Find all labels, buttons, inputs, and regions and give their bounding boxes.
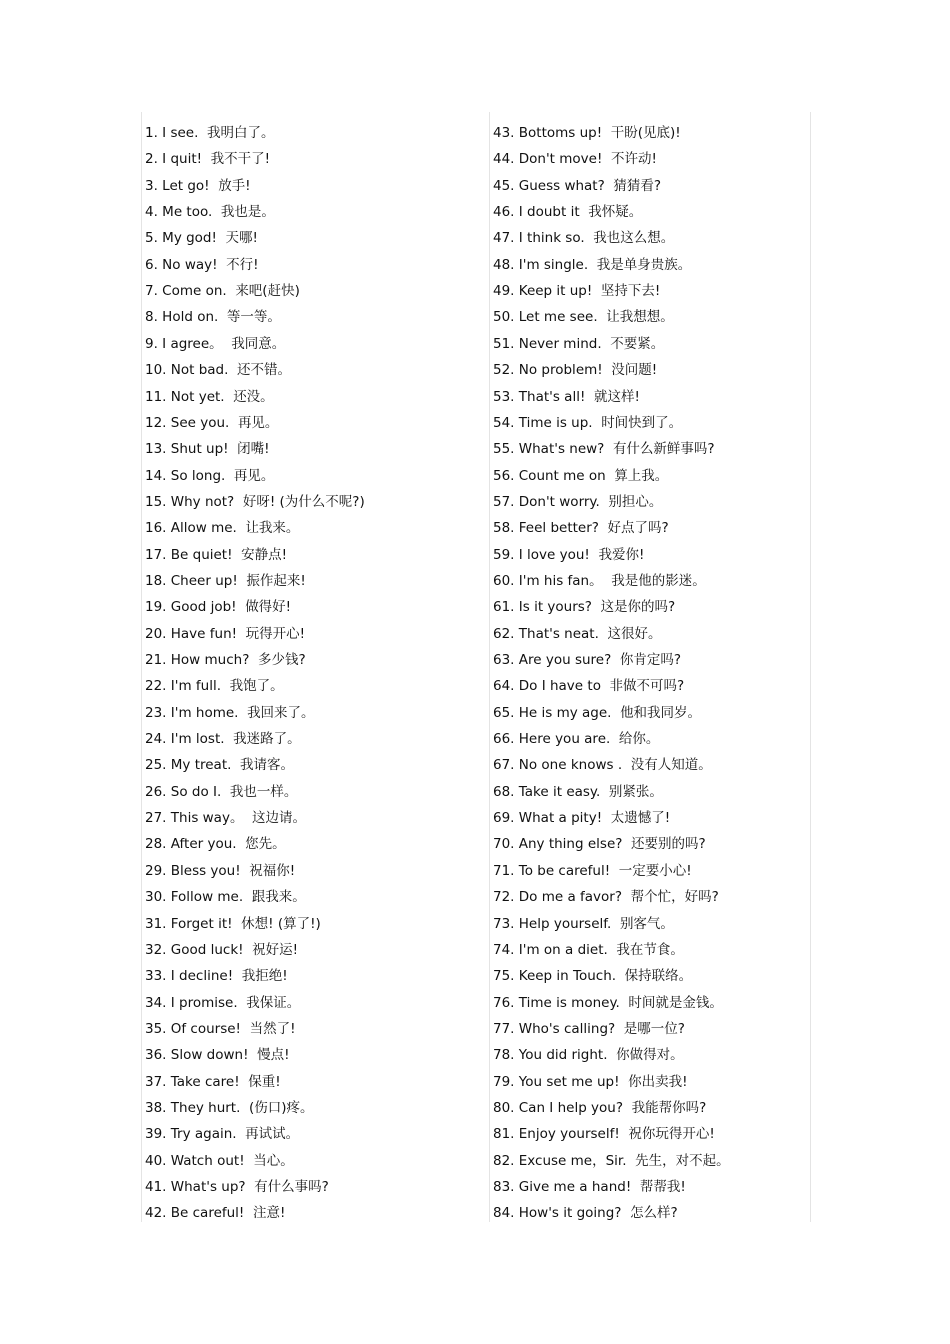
phrase-english: 4. Me too. [145, 204, 213, 221]
phrase-english: 42. Be careful! [145, 1205, 245, 1222]
phrase-english: 70. Any thing else? [493, 836, 623, 853]
phrase-english: 79. You set me up! [493, 1073, 620, 1090]
phrase-chinese: 做得好! [245, 599, 292, 616]
phrase-chinese: 干盼(见底)! [610, 125, 681, 141]
phrase-chinese: 没问题! [611, 362, 658, 379]
phrase-english: 8. Hold on. [145, 309, 219, 326]
phrase-english: 28. After you. [145, 836, 237, 853]
phrase-row [493, 781, 663, 803]
phrase-english: 60. I'm his fan。 [493, 572, 603, 589]
phrase-chinese: (伤口)疼。 [249, 1099, 314, 1116]
phrase-chinese: 不行! [226, 256, 259, 273]
phrase-chinese: 你肯定吗? [619, 652, 682, 668]
phrase-chinese: 坚持下去! [600, 283, 661, 300]
phrase-row [145, 1123, 299, 1145]
phrase-row [493, 465, 668, 487]
phrase-chinese: 保持联络。 [624, 968, 693, 985]
phrase-row [493, 1123, 715, 1145]
phrase-english: 63. Are you sure? [493, 652, 612, 668]
phrase-chinese: 再试试。 [245, 1126, 300, 1143]
phrase-row [493, 596, 675, 618]
phrase-chinese: 一定要小心! [618, 862, 692, 879]
phrase-row [145, 860, 295, 882]
phrase-row [493, 306, 674, 328]
phrase-english: 82. Excuse me，Sir. [493, 1152, 627, 1169]
phrase-english: 21. How much? [145, 652, 250, 668]
phrase-chinese: 好呀! (为什么不呢?) [242, 493, 365, 510]
phrase-english: 81. Enjoy yourself! [493, 1126, 620, 1143]
phrase-chinese: 这边请。 [252, 810, 307, 827]
phrase-chinese: 没有人知道。 [630, 757, 712, 774]
phrase-row [493, 517, 669, 539]
phrase-english: 76. Time is money. [493, 994, 620, 1011]
phrase-english: 52. No problem! [493, 362, 603, 379]
phrase-row [145, 675, 284, 697]
phrase-english: 61. Is it yours? [493, 599, 592, 616]
phrase-chinese: 跟我来。 [251, 889, 306, 906]
phrase-chinese: 来吧(赶快) [235, 283, 300, 300]
phrase-chinese: 时间快到了。 [601, 414, 683, 431]
phrase-english: 40. Watch out! [145, 1152, 245, 1169]
phrase-english: 58. Feel better? [493, 520, 599, 537]
phrase-english: 56. Count me on [493, 467, 606, 484]
phrase-chinese: 别客气。 [619, 915, 674, 932]
phrase-row [493, 939, 684, 961]
phrase-english: 25. My treat. [145, 757, 232, 774]
phrase-chinese: 让我想想。 [606, 309, 674, 326]
phrase-english: 11. Not yet. [145, 388, 225, 405]
phrase-chinese: 我是他的影迷。 [611, 572, 706, 589]
phrase-english: 36. Slow down! [145, 1047, 249, 1064]
phrase-english: 29. Bless you! [145, 862, 241, 879]
phrase-row [145, 649, 306, 671]
phrase-chinese: 有什么新鲜事吗? [612, 441, 715, 458]
phrase-chinese: 还没。 [233, 388, 274, 405]
phrase-chinese: 他和我同岁。 [620, 704, 702, 721]
phrase-english: 16. Allow me. [145, 520, 237, 537]
phrase-row [493, 1150, 730, 1172]
phrase-chinese: 帮个忙，好吗? [630, 889, 719, 906]
phrase-english: 72. Do me a favor? [493, 889, 623, 906]
phrase-row [145, 1176, 329, 1198]
phrase-row [493, 913, 674, 935]
phrase-row [493, 280, 660, 302]
phrase-chinese: 我爱你! [598, 546, 645, 563]
phrase-row [493, 1044, 684, 1066]
phrase-chinese: 祝你玩得开心! [628, 1126, 715, 1143]
phrase-chinese: 这是你的吗? [600, 599, 676, 616]
phrase-row [145, 965, 288, 987]
phrase-chinese: 是哪一位? [623, 1020, 685, 1037]
phrase-english: 22. I'm full. [145, 678, 221, 695]
phrase-english: 55. What's new? [493, 441, 605, 458]
phrase-row [493, 1071, 688, 1093]
phrase-english: 74. I'm on a diet. [493, 941, 608, 958]
phrase-english: 49. Keep it up! [493, 283, 593, 300]
phrase-english: 47. I think so. [493, 230, 585, 247]
phrase-english: 65. He is my age. [493, 704, 612, 721]
phrase-english: 2. I quit! [145, 151, 203, 168]
phrase-chinese: 还要别的吗? [631, 836, 706, 853]
phrase-english: 41. What's up? [145, 1179, 246, 1195]
phrase-row [493, 1202, 678, 1224]
phrase-english: 15. Why not? [145, 493, 235, 510]
phrase-chinese: 振作起来! [246, 572, 306, 589]
phrase-chinese: 帮帮我! [639, 1179, 686, 1195]
phrase-chinese: 给你。 [618, 731, 660, 748]
phrase-english: 32. Good luck! [145, 941, 244, 958]
phrase-english: 30. Follow me. [145, 889, 244, 906]
phrase-row [145, 728, 301, 750]
phrase-chinese: 我也是。 [220, 204, 275, 221]
phrase-row [493, 359, 657, 381]
phrase-row [493, 1176, 686, 1198]
phrase-chinese: 非做不可吗? [609, 678, 685, 695]
phrase-chinese: 当然了! [249, 1020, 296, 1037]
phrase-english: 48. I'm single. [493, 256, 589, 273]
phrase-english: 3. Let go! [145, 177, 210, 194]
phrase-english: 51. Never mind. [493, 335, 602, 352]
phrase-row [493, 544, 644, 566]
phrase-row [145, 570, 306, 592]
phrase-chinese: 怎么样? [630, 1205, 678, 1222]
phrase-english: 84. How's it going? [493, 1205, 622, 1222]
phrase-row [493, 728, 659, 750]
phrase-english: 31. Forget it! [145, 915, 233, 932]
phrase-chinese: 时间就是金钱。 [628, 994, 723, 1011]
phrase-row [493, 148, 657, 170]
phrase-row [145, 1018, 296, 1040]
phrase-row [493, 807, 670, 829]
phrase-row [493, 833, 706, 855]
phrase-row [145, 122, 274, 144]
phrase-chinese: 不许动! [610, 151, 657, 168]
phrase-chinese: 我是单身贵族。 [596, 256, 692, 273]
phrase-row [493, 122, 681, 144]
phrase-english: 43. Bottoms up! [493, 125, 603, 141]
phrase-row [145, 913, 321, 935]
phrase-row [493, 227, 674, 249]
phrase-row [493, 1018, 685, 1040]
phrase-chinese: 先生，对不起。 [635, 1152, 730, 1169]
phrase-chinese: 别担心。 [608, 493, 663, 510]
phrase-chinese: 天哪! [225, 230, 258, 247]
phrase-chinese: 我迷路了。 [233, 731, 301, 748]
phrase-chinese: 我也一样。 [229, 783, 298, 800]
phrase-chinese: 安静点! [241, 546, 288, 563]
phrase-english: 33. I decline! [145, 968, 234, 985]
phrase-english: 13. Shut up! [145, 441, 229, 458]
phrase-row [145, 517, 299, 539]
phrase-row [493, 623, 661, 645]
phrase-row [493, 992, 723, 1014]
phrase-chinese: 猜猜看? [613, 177, 662, 194]
phrase-english: 69. What a pity! [493, 810, 603, 827]
phrase-chinese: 等一等。 [226, 309, 281, 326]
phrase-english: 5. My god! [145, 230, 217, 247]
phrase-row [145, 833, 286, 855]
phrase-row [145, 1150, 294, 1172]
phrase-chinese: 算上我。 [614, 467, 669, 484]
phrase-row [493, 754, 712, 776]
phrase-chinese: 保重! [248, 1073, 281, 1090]
phrase-chinese: 我同意。 [231, 335, 286, 352]
phrase-column-left [141, 112, 488, 1222]
phrase-row [145, 939, 298, 961]
phrase-chinese: 我也这么想。 [593, 230, 675, 247]
phrase-row [145, 544, 287, 566]
phrase-row [145, 754, 294, 776]
phrase-english: 7. Come on. [145, 283, 227, 300]
phrase-row [493, 702, 701, 724]
phrase-english: 23. I'm home. [145, 704, 239, 721]
phrase-chinese: 太遗憾了! [610, 810, 671, 827]
phrase-english: 26. So do I. [145, 783, 222, 800]
phrase-english: 12. See you. [145, 414, 230, 431]
phrase-row [145, 491, 365, 513]
phrase-row [145, 280, 300, 302]
phrase-english: 34. I promise. [145, 994, 238, 1011]
phrase-row [145, 596, 291, 618]
phrase-english: 57. Don't worry. [493, 493, 600, 510]
phrase-chinese: 让我来。 [245, 520, 300, 537]
phrase-chinese: 你出卖我! [628, 1073, 688, 1090]
phrase-row [493, 438, 715, 460]
phrase-row [493, 175, 661, 197]
phrase-english: 44. Don't move! [493, 151, 603, 168]
phrase-chinese: 玩得开心! [245, 625, 306, 642]
phrase-english: 83. Give me a hand! [493, 1179, 632, 1195]
phrase-english: 64. Do I have to [493, 678, 601, 695]
phrase-row [145, 992, 300, 1014]
phrase-chinese: 再见。 [237, 414, 279, 431]
phrase-chinese: 休想! (算了!) [241, 915, 321, 932]
phrase-chinese: 我在节食。 [616, 941, 684, 958]
phrase-chinese: 就这样! [593, 388, 640, 405]
phrase-row [145, 412, 278, 434]
phrase-row [145, 333, 285, 355]
phrase-row [145, 254, 259, 276]
phrase-english: 53. That's all! [493, 388, 586, 405]
phrase-row [145, 438, 270, 460]
phrase-chinese: 当心。 [253, 1152, 294, 1169]
phrase-english: 10. Not bad. [145, 362, 229, 379]
phrase-english: 68. Take it easy. [493, 783, 601, 800]
phrase-english: 73. Help yourself. [493, 915, 612, 932]
phrase-row [145, 175, 251, 197]
phrase-english: 78. You did right. [493, 1047, 608, 1064]
phrase-chinese: 您先。 [245, 836, 286, 853]
phrase-row [493, 1097, 706, 1119]
phrase-chinese: 放手! [218, 177, 251, 194]
phrase-english: 54. Time is up. [493, 414, 593, 431]
phrase-chinese: 别紧张。 [608, 783, 663, 800]
phrase-chinese: 我怀疑。 [588, 204, 643, 221]
phrase-english: 17. Be quiet! [145, 546, 233, 563]
phrase-row [145, 465, 274, 487]
phrase-chinese: 我拒绝! [241, 968, 288, 985]
phrase-english: 66. Here you are. [493, 731, 611, 748]
phrase-english: 37. Take care! [145, 1073, 240, 1090]
phrase-row [145, 781, 297, 803]
phrase-chinese: 多少钱? [257, 652, 306, 668]
phrase-chinese: 我明白了。 [206, 125, 275, 141]
phrase-row [145, 623, 305, 645]
phrase-chinese: 这很好。 [607, 625, 662, 642]
phrase-english: 62. That's neat. [493, 625, 599, 642]
phrase-chinese: 再见。 [233, 467, 275, 484]
phrase-row [145, 1071, 281, 1093]
phrase-english: 71. To be careful! [493, 862, 611, 879]
phrase-chinese: 闭嘴! [237, 441, 270, 458]
phrase-row [145, 1202, 285, 1224]
phrase-row [145, 306, 281, 328]
phrase-chinese: 还不错。 [237, 362, 291, 379]
phrase-row [493, 412, 682, 434]
phrase-row [493, 649, 681, 671]
phrase-chinese: 我回来了。 [247, 704, 315, 721]
phrase-chinese: 有什么事吗? [254, 1179, 329, 1195]
phrase-english: 35. Of course! [145, 1020, 241, 1037]
phrase-chinese: 我能帮你吗? [631, 1099, 707, 1116]
phrase-row [145, 886, 306, 908]
phrase-chinese: 我请客。 [240, 757, 294, 774]
phrase-row [145, 227, 258, 249]
phrase-english: 77. Who's calling? [493, 1020, 616, 1037]
phrase-english: 24. I'm lost. [145, 731, 225, 748]
phrase-english: 14. So long. [145, 467, 226, 484]
phrase-row [493, 570, 706, 592]
phrase-english: 75. Keep in Touch. [493, 968, 617, 985]
phrase-row [493, 254, 691, 276]
phrase-english: 20. Have fun! [145, 625, 238, 642]
phrase-row [145, 807, 306, 829]
phrase-row [145, 1044, 290, 1066]
phrase-row [145, 702, 315, 724]
phrase-english: 27. This way。 [145, 810, 244, 827]
phrase-row [145, 359, 291, 381]
phrase-chinese: 我不干了! [210, 151, 271, 168]
phrase-english: 19. Good job! [145, 599, 237, 616]
phrase-english: 59. I love you! [493, 546, 590, 563]
phrase-english: 9. I agree。 [145, 335, 223, 352]
phrase-row [493, 886, 719, 908]
phrase-row [493, 386, 640, 408]
phrase-english: 38. They hurt. [145, 1099, 241, 1116]
phrase-chinese: 不要紧。 [610, 335, 665, 352]
phrase-row [493, 965, 692, 987]
phrase-chinese: 你做得对。 [616, 1047, 684, 1064]
phrase-english: 1. I see. [145, 125, 199, 141]
phrase-chinese: 我保证。 [246, 994, 301, 1011]
phrase-english: 18. Cheer up! [145, 572, 238, 589]
phrase-row [493, 201, 642, 223]
phrase-chinese: 好点了吗? [607, 520, 669, 537]
phrase-english: 6. No way! [145, 256, 218, 273]
phrase-english: 39. Try again. [145, 1126, 237, 1143]
phrase-chinese: 祝福你! [249, 862, 296, 879]
phrase-english: 80. Can I help you? [493, 1099, 624, 1116]
phrase-english: 45. Guess what? [493, 177, 605, 194]
phrase-english: 67. No one knows . [493, 757, 623, 774]
phrase-english: 50. Let me see. [493, 309, 598, 326]
phrase-chinese: 注意! [252, 1205, 286, 1222]
phrase-column-right [489, 112, 811, 1222]
phrase-chinese: 祝好运! [252, 941, 299, 958]
phrase-chinese: 我饱了。 [229, 678, 284, 695]
phrase-row [145, 148, 270, 170]
phrase-row [145, 201, 275, 223]
phrase-row [145, 1097, 314, 1119]
phrase-row [145, 386, 274, 408]
phrase-row [493, 491, 662, 513]
phrase-row [493, 675, 684, 697]
phrase-row [493, 333, 664, 355]
phrase-row [493, 860, 692, 882]
phrase-english: 46. I doubt it [493, 204, 580, 221]
phrase-chinese: 慢点! [257, 1047, 290, 1064]
